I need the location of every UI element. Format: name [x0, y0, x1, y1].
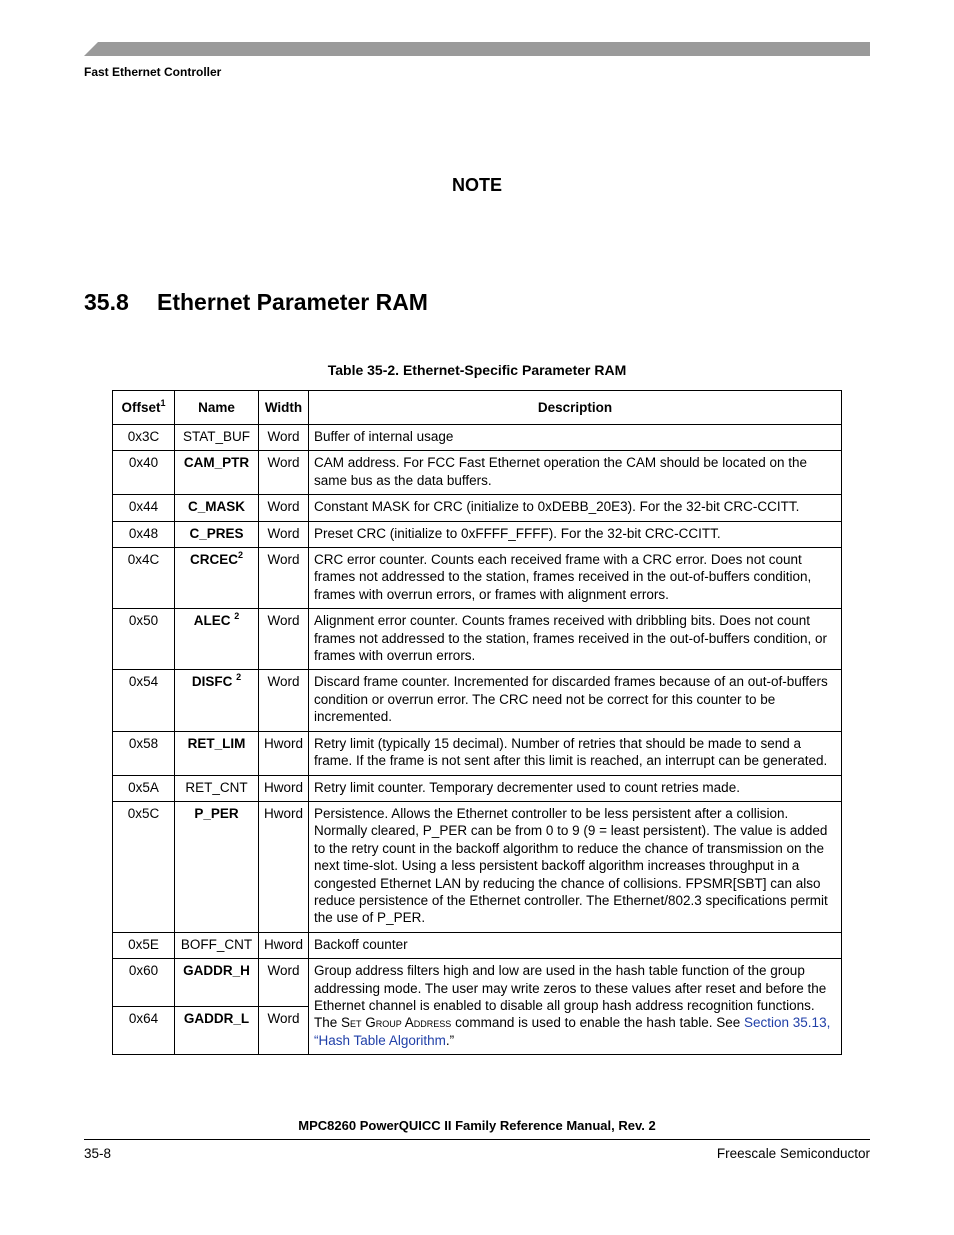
cell-name: CRCEC$^2$ [175, 548, 259, 609]
running-head: Fast Ethernet Controller [84, 65, 222, 79]
table-row [113, 425, 842, 451]
cell-offset: 0x4C [113, 548, 175, 609]
cell-name: CAM_PTR [175, 451, 259, 495]
table-row [113, 609, 842, 670]
footnote-ref: 2 [238, 550, 244, 561]
table-caption: Table 35-2. Ethernet-Specific Parameter RAM [327, 362, 627, 378]
cell-offset: 0x50 [113, 609, 175, 670]
cell-width: Hword [259, 801, 309, 932]
footer-manual-title: MPC8260 PowerQUICC II Family Reference Manual, Rev. 2 [298, 1118, 656, 1133]
header-decor-bar [84, 42, 870, 56]
table-row [113, 451, 842, 495]
cell-width: Word [259, 425, 309, 451]
column-header-description: Description [309, 391, 842, 425]
company-name: Freescale Semiconductor [716, 1146, 870, 1161]
note-title: NOTE [451, 175, 502, 195]
table-row [113, 521, 842, 547]
cell-offset: 0x3C [113, 425, 175, 451]
cell-width: Hword [259, 731, 309, 775]
footnote-ref: 1 [160, 397, 166, 408]
cell-description: CAM address. For FCC Fast Ethernet operation the CAM should be located on the same bus as the data buffers. [309, 451, 842, 495]
cell-offset: 0x5A [113, 775, 175, 801]
footer-divider [84, 1139, 870, 1140]
section-heading [84, 289, 428, 316]
table-row [113, 495, 842, 521]
cell-offset: 0x44 [113, 495, 175, 521]
cell-offset: 0x40 [113, 451, 175, 495]
cell-offset: 0x54 [113, 670, 175, 731]
table-row [113, 670, 842, 731]
column-header-name: Name [175, 391, 259, 425]
cell-offset: 0x64 [113, 1007, 175, 1055]
table-row [113, 801, 842, 932]
table-row [113, 932, 842, 958]
cell-width: Word [259, 670, 309, 731]
cell-description: Discard frame counter. Incremented for discarded frames because of an out-of-buffers condition or overrun error. The CRC need not be correct for this counter to be incremented. [309, 670, 842, 731]
cell-width: Hword [259, 932, 309, 958]
cell-name: P_PER [175, 801, 259, 932]
cell-description: Persistence. Allows the Ethernet controller to be less persistent after a collision. Normally cleared, P_PER can be from 0 to 9 (9 = least persistent). The value is added to the retry count in the backoff algorithm to reduce the chance of transmission on the next time-slot. Using a less persistent backoff algorithm increases throughput in a congested Ethernet LAN by reducing the chance of collisions. FPSMR[SBT] can also reduce persistence of the Ethernet controller. The Ethernet/802.3 specifications permit the use of P_PER. [309, 801, 842, 932]
cell-name: GADDR_H [175, 959, 259, 1007]
column-header-width: Width [259, 391, 309, 425]
cell-description: Constant MASK for CRC (initialize to 0xDEBB_20E3). For the 32-bit CRC-CCITT. [309, 495, 842, 521]
cell-name: BOFF_CNT [175, 932, 259, 958]
column-header-offset: Offset$^1$ [113, 391, 175, 425]
table-row [113, 548, 842, 609]
cell-name: STAT_BUF [175, 425, 259, 451]
parameter-ram-table [112, 390, 842, 1055]
cell-name: C_PRES [175, 521, 259, 547]
cell-description-gaddr: Group address filters high and low are used in the hash table function of the group addressing mode. The user may write zeros to these values after reset and before the Ethernet channel is enabled to disable all group hash address recognition functions. The Set Group Address command is used to enable the hash table. See Section 35.13, “Hash Table Algorithm.” [309, 959, 842, 1055]
cell-name: ALEC $^2$ [175, 609, 259, 670]
cell-offset: 0x5C [113, 801, 175, 932]
cell-description: Retry limit (typically 15 decimal). Number of retries that should be made to send a frame. If the frame is not sent after this limit is reached, an interrupt can be generated. [309, 731, 842, 775]
cell-name: DISFC $^2$ [175, 670, 259, 731]
cell-description: Backoff counter [309, 932, 842, 958]
table-row [113, 959, 842, 1007]
cell-description: Buffer of internal usage [309, 425, 842, 451]
section-title: Ethernet Parameter RAM [157, 289, 428, 315]
cell-width: Word [259, 1007, 309, 1055]
section-number: 35.8 [84, 289, 129, 315]
cell-width: Word [259, 609, 309, 670]
cell-description: CRC error counter. Counts each received frame with a CRC error. Does not count frames not addressed to the station, frames received in the out-of-buffers condition, frames with overrun errors, or frames with alignment errors. [309, 548, 842, 609]
table-row [113, 731, 842, 775]
cell-offset: 0x48 [113, 521, 175, 547]
page-number: 35-8 [84, 1146, 112, 1161]
cell-width: Word [259, 959, 309, 1007]
footnote-ref: 2 [234, 611, 240, 622]
cell-description: Preset CRC (initialize to 0xFFFF_FFFF). For the 32-bit CRC-CCITT. [309, 521, 842, 547]
command-name: Set Group Address [341, 1015, 452, 1031]
cell-width: Word [259, 521, 309, 547]
cell-name: RET_LIM [175, 731, 259, 775]
cell-width: Hword [259, 775, 309, 801]
table-row [113, 775, 842, 801]
cell-description: Retry limit counter. Temporary decrementer used to count retries made. [309, 775, 842, 801]
cell-offset: 0x60 [113, 959, 175, 1007]
table-body [113, 425, 842, 1055]
cell-description: Alignment error counter. Counts frames received with dribbling bits. Does not count frames not addressed to the station, frames received in the out-of-buffers condition, or frames with overrun errors. [309, 609, 842, 670]
cell-name: C_MASK [175, 495, 259, 521]
table-header-row [113, 391, 842, 425]
cell-width: Word [259, 548, 309, 609]
cell-width: Word [259, 451, 309, 495]
section-link[interactable]: Section 35.13, “Hash Table Algorithm [314, 1015, 831, 1048]
cell-name: RET_CNT [175, 775, 259, 801]
cell-name: GADDR_L [175, 1007, 259, 1055]
cell-width: Word [259, 495, 309, 521]
footnote-ref: 2 [236, 672, 242, 683]
cell-offset: 0x5E [113, 932, 175, 958]
cell-offset: 0x58 [113, 731, 175, 775]
